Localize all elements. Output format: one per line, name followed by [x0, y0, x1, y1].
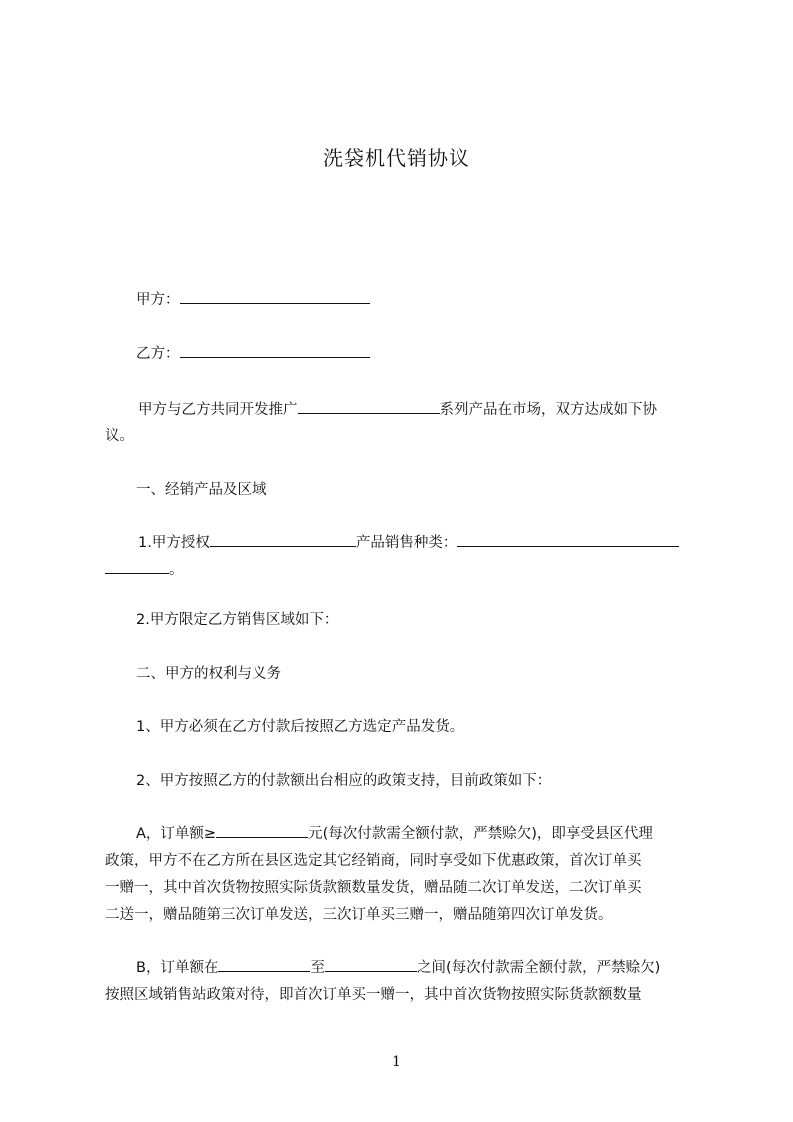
- authorized-blank: [210, 532, 356, 547]
- clause-b-min-blank: [218, 957, 310, 972]
- clause-b-mid: 至: [310, 960, 325, 976]
- party-b-blank: [180, 343, 370, 358]
- s1-item1-end: 。: [169, 562, 184, 578]
- section-1-item-1-cont: [105, 556, 705, 584]
- intro-line-1: [138, 396, 738, 424]
- clause-a-pre: A，订单额≥: [136, 826, 217, 842]
- s1-item1-pre: 1.甲方授权: [138, 535, 210, 551]
- product-types-blank: [457, 532, 679, 547]
- clause-a-line-4: 二送一，赠品随第三次订单发送，三次订单买三赠一，赠品随第四次订单发货。: [105, 907, 613, 923]
- section-1-item-1: [138, 529, 738, 557]
- clause-b-pre: B，订单额在: [136, 960, 219, 976]
- clause-a-amount-blank: [216, 823, 308, 838]
- party-a-line: [136, 286, 736, 314]
- section-2-item-1: 1、甲方必须在乙方付款后按照乙方选定产品发货。: [136, 719, 465, 735]
- clause-a-line-3: 一赠一，其中首次货物按照实际货款额数量发货，赠品随二次订单发送，二次订单买: [105, 880, 642, 896]
- intro-line-2: 议。: [105, 428, 134, 444]
- s1-item1-mid: 产品销售种类：: [355, 535, 458, 551]
- clause-b-max-blank: [325, 957, 417, 972]
- party-a-blank: [180, 289, 370, 304]
- clause-a-line-2: 政策，甲方不在乙方所在县区选定其它经销商，同时享受如下优惠政策，首次订单买: [105, 853, 642, 869]
- intro-text-pre: 甲方与乙方共同开发推广: [138, 402, 298, 418]
- party-b-line: [136, 340, 736, 368]
- page-number: 1: [392, 1054, 401, 1070]
- party-b-label: 乙方：: [136, 346, 180, 362]
- section-1-heading: 一、经销产品及区域: [136, 482, 267, 498]
- section-2-heading: 二、甲方的权利与义务: [136, 666, 281, 682]
- product-series-blank: [298, 399, 440, 414]
- clause-b-line1-post: 之间(每次付款需全额付款，严禁赊欠): [416, 960, 661, 976]
- clause-a-line-1: [136, 820, 736, 848]
- intro-text-post: 系列产品在市场，双方达成如下协: [439, 402, 657, 418]
- clause-b-line-1: [136, 954, 736, 982]
- section-2-item-2: 2、甲方按照乙方的付款额出台相应的政策支持，目前政策如下：: [136, 773, 552, 789]
- section-1-item-2: 2.甲方限定乙方销售区域如下：: [136, 612, 339, 628]
- clause-a-line1-post: 元(每次付款需全额付款，严禁赊欠)，即享受县区代理: [308, 826, 653, 842]
- product-types-blank-cont: [105, 559, 169, 574]
- party-a-label: 甲方：: [136, 292, 180, 308]
- clause-b-line-2: 按照区域销售站政策对待，即首次订单买一赠一，其中首次货物按照实际货款额数量: [105, 987, 642, 1003]
- document-title: 洗袋机代销协议: [323, 146, 470, 170]
